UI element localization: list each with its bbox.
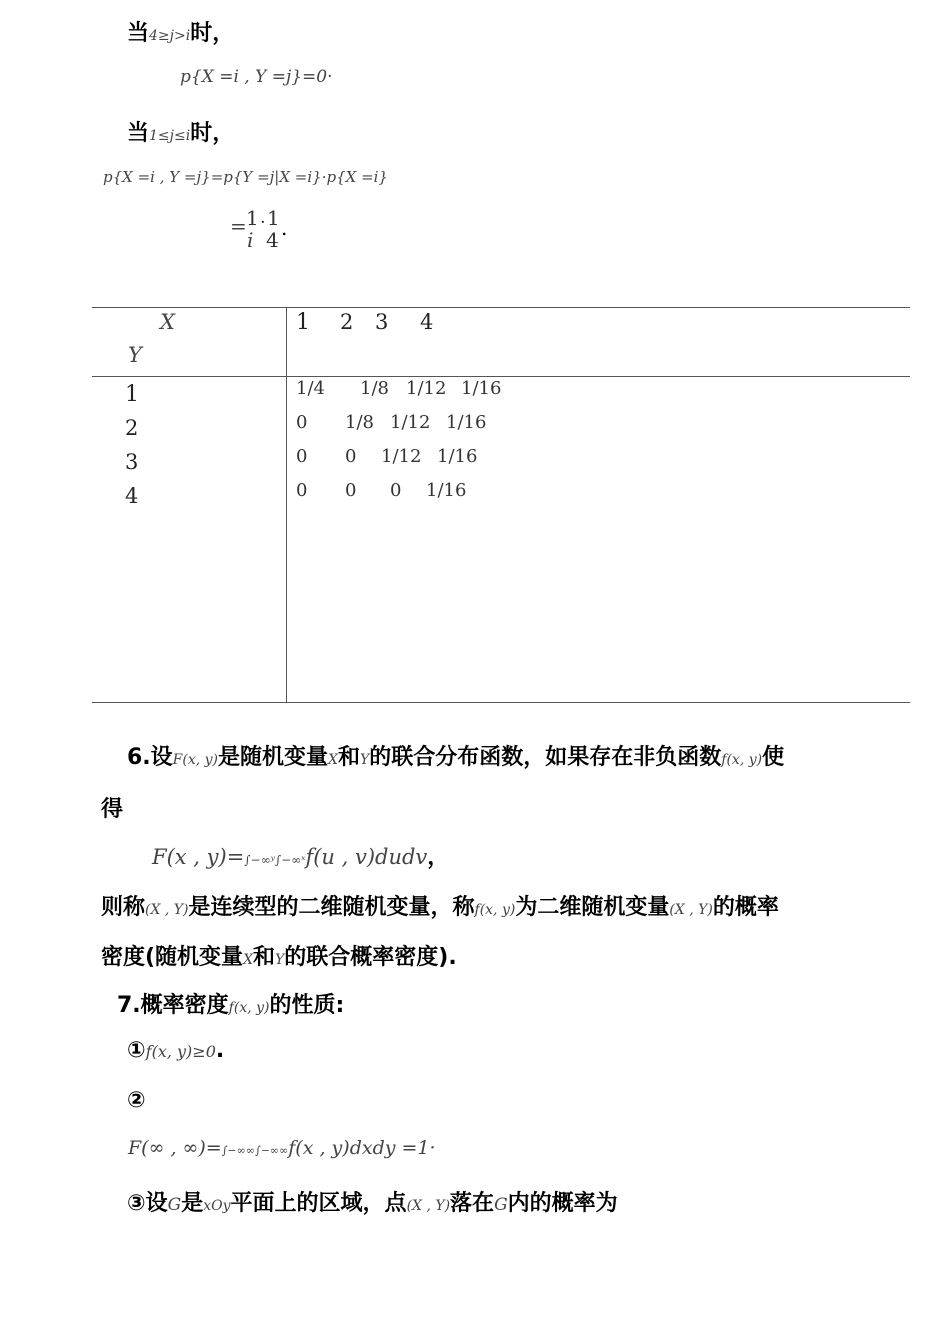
x-value-4: 4 bbox=[420, 310, 434, 334]
p6-Y: Y bbox=[360, 752, 370, 768]
table-cell: 1/16 bbox=[426, 480, 467, 501]
case1-suffix: 时， bbox=[190, 21, 235, 46]
p6-text: 则称 bbox=[101, 895, 146, 920]
p6-XY2: (X , Y) bbox=[669, 902, 713, 918]
p7-item1 bbox=[127, 1038, 224, 1063]
frac1-num: 1 bbox=[246, 206, 259, 230]
table-cell: 1/8 bbox=[360, 378, 389, 399]
case2-line bbox=[127, 116, 234, 147]
item1-end: . bbox=[215, 1038, 225, 1063]
p6-formula-rhs: f(u , v)dudv bbox=[305, 845, 428, 869]
p7-item2-mark: ② bbox=[127, 1088, 146, 1113]
x-value-1: 1 bbox=[296, 310, 310, 335]
case2-prefix: 当 bbox=[127, 121, 150, 146]
p6-text: 密度(随机变量 bbox=[101, 945, 244, 970]
table-cell: 1/4 bbox=[296, 378, 325, 399]
item3-mark: ③设 bbox=[127, 1191, 168, 1216]
p6-Y2: Y bbox=[275, 952, 285, 968]
case2-condition: 1≤j≤i bbox=[149, 128, 191, 144]
table-header-rule bbox=[92, 376, 910, 377]
p6-text: 使 bbox=[762, 745, 785, 770]
x-value-2: 2 bbox=[340, 310, 354, 334]
item2-formula-lhs: F(∞ , ∞)= bbox=[128, 1137, 222, 1159]
frac-dot: · bbox=[260, 212, 266, 233]
result-end: . bbox=[281, 216, 288, 240]
item3-text: 是 bbox=[181, 1191, 204, 1216]
item3-text: 平面上的区域，点 bbox=[230, 1191, 407, 1216]
table-cell: 1/8 bbox=[345, 412, 374, 433]
case1-condition: 4≥j>i bbox=[149, 28, 191, 44]
p6-formula-lhs: F(x , y)= bbox=[152, 845, 245, 869]
item3-G2: G bbox=[494, 1195, 508, 1215]
item3-XY: (X , Y) bbox=[406, 1198, 451, 1214]
item2-formula-integral: ∫−∞∞∫−∞∞ bbox=[221, 1144, 289, 1157]
table-cell: 1/12 bbox=[390, 412, 431, 433]
p6-X: X bbox=[328, 752, 338, 768]
p6-text: 的概率 bbox=[712, 895, 779, 920]
p6-line3 bbox=[101, 890, 779, 921]
table-cell: 1/16 bbox=[461, 378, 502, 399]
item3-xOy: xOy bbox=[203, 1198, 231, 1214]
p6-text: 的联合分布函数，如果存在非负函数 bbox=[369, 745, 722, 770]
case2-suffix: 时， bbox=[190, 121, 235, 146]
p7-tail: 的性质: bbox=[269, 993, 345, 1018]
frac2-den: 4 bbox=[266, 228, 279, 252]
case2-formula: p{X =i , Y =j}=p{Y =j|X =i}·p{X =i} bbox=[103, 168, 388, 186]
table-divider bbox=[286, 307, 287, 702]
table-cell: 1/16 bbox=[446, 412, 487, 433]
p6-text: 的联合概率密度). bbox=[284, 945, 457, 970]
item3-G: G bbox=[167, 1195, 182, 1215]
p6-text: 和 bbox=[253, 945, 276, 970]
frac2-num: 1 bbox=[267, 206, 280, 230]
x-value-3: 3 bbox=[375, 310, 389, 334]
case1-formula: p{X =i , Y =j}=0· bbox=[180, 67, 333, 87]
table-cell: 1/16 bbox=[437, 446, 478, 467]
p6-XY: (X , Y) bbox=[145, 902, 189, 918]
table-bottom-rule bbox=[92, 702, 910, 703]
result-equals: = bbox=[230, 214, 247, 238]
table-cell: 0 bbox=[345, 446, 357, 467]
p6-F: F(x, y) bbox=[172, 752, 219, 768]
item2-formula-rhs: f(x , y)dxdy =1· bbox=[288, 1137, 436, 1159]
p7-lead: 7.概率密度 bbox=[117, 993, 229, 1018]
item3-text: 落在 bbox=[450, 1191, 495, 1216]
p6-formula-end: ， bbox=[427, 845, 450, 870]
item1-formula: f(x, y)≥0 bbox=[145, 1042, 216, 1061]
p6-line2: 得 bbox=[101, 797, 124, 822]
y-value-3: 3 bbox=[125, 450, 139, 474]
case1-prefix: 当 bbox=[127, 21, 150, 46]
p6-X2: X bbox=[243, 952, 254, 968]
case1-line bbox=[127, 16, 234, 47]
item1-mark: ① bbox=[127, 1038, 146, 1063]
p6-formula-integral: ∫−∞ʸ∫−∞ˣ bbox=[244, 853, 306, 867]
p6-line4 bbox=[101, 940, 457, 971]
table-cell: 0 bbox=[296, 480, 308, 501]
table-cell: 1/12 bbox=[406, 378, 447, 399]
p6-line1 bbox=[127, 740, 784, 771]
y-value-1: 1 bbox=[125, 382, 139, 407]
table-cell: 0 bbox=[345, 480, 357, 501]
p6-text: 和 bbox=[338, 745, 361, 770]
p7-f: f(x, y) bbox=[228, 1000, 270, 1016]
table-cell: 0 bbox=[296, 446, 308, 467]
p6-text: 是随机变量 bbox=[218, 745, 329, 770]
y-value-4: 4 bbox=[125, 484, 139, 508]
table-cell: 0 bbox=[296, 412, 308, 433]
header-x: X bbox=[160, 310, 175, 334]
p7-item2-formula bbox=[128, 1137, 436, 1159]
header-y: Y bbox=[128, 343, 142, 367]
p6-text: 是连续型的二维随机变量，称 bbox=[188, 895, 475, 920]
p6-f2: f(x, y) bbox=[474, 902, 516, 918]
p6-lead: 6.设 bbox=[127, 745, 173, 770]
frac1-den: i bbox=[247, 228, 254, 252]
table-cell: 0 bbox=[390, 480, 402, 501]
p6-formula bbox=[152, 840, 449, 871]
item3-text: 内的概率为 bbox=[507, 1191, 618, 1216]
p7-line1 bbox=[117, 988, 344, 1019]
y-value-2: 2 bbox=[125, 416, 139, 440]
table-cell: 1/12 bbox=[381, 446, 422, 467]
p6-f: f(x, y) bbox=[721, 752, 763, 768]
p7-item3 bbox=[127, 1186, 618, 1217]
p6-text: 为二维随机变量 bbox=[515, 895, 670, 920]
table-top-rule bbox=[92, 307, 910, 308]
